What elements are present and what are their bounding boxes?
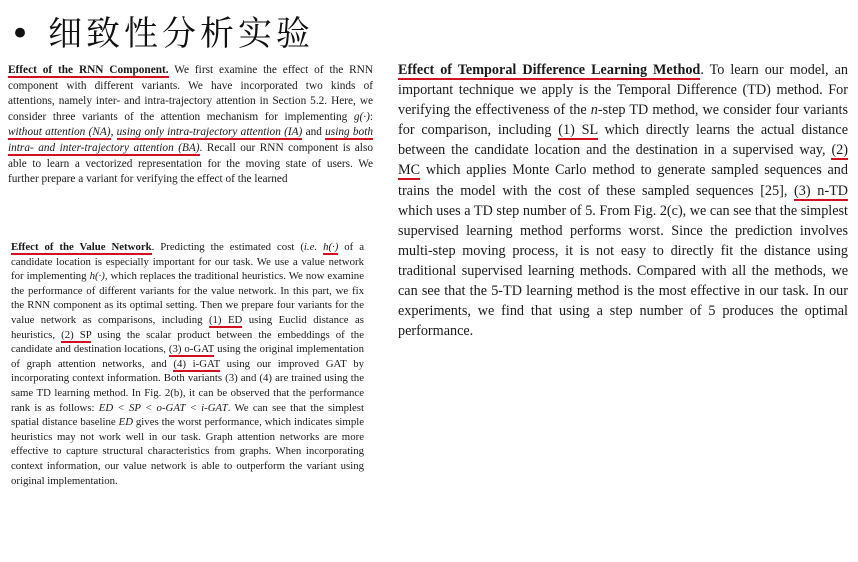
value-text-4: using Euclid distance as heuristics,	[11, 313, 364, 341]
value-text-6: using the original implementation of graph attention networks, and	[11, 343, 364, 370]
value-variant-igat: (4) i-GAT	[173, 357, 221, 370]
td-text-4: which applies Monte Carlo method to generate sampled sequences and trains the model with the cost of these sampled sequences [25],	[398, 162, 848, 199]
value-network-paragraph	[11, 240, 364, 488]
value-text-3: , which replaces the traditional heuristics. We now examine the performance of different variants for the value network. In this part, we fix the RNN component as its optimal setting. Then we prepare four variants for the value network as comparisons, including	[11, 270, 364, 326]
td-text-3: which directly learns the actual distance between the candidate location and the destination in a supervised way,	[398, 122, 848, 159]
rnn-text-4: and	[302, 126, 326, 139]
value-text-7: using our improved GAT by incorporating context information. Both variants (3) and (4) are trained using the same TD learning method. In Fig. 2(b), it can be observed that the performance rank is as follows:	[11, 357, 364, 414]
td-text-1: . To learn our model, an important technique we apply is the Temporal Difference (TD) method. For verifying the effectiveness of the	[398, 62, 848, 119]
value-variant-sp: (2) SP	[61, 328, 92, 341]
td-text-2: -step TD method, we consider four variants for comparison, including	[398, 102, 848, 139]
td-text-5: which uses a TD step number of 5. From Fig. 2(c), we can see that the simplest supervised learning method performs worst. Since the prediction involves multi-step moving process, it is not easy to directly fit the distance using traditional supervised learning methods. Compared with all the methods, we can see that the 5-TD learning method is the most effective in our task. In our experiments, we find that using a step number of 5 produces the optimal performance.	[398, 202, 848, 340]
td-n: n	[590, 102, 598, 119]
rnn-variant-ba: using both intra- and inter-trajectory attention (BA)	[8, 126, 373, 154]
rnn-text-2: :	[369, 110, 373, 123]
td-learning-paragraph	[398, 60, 848, 341]
value-text-1: . Predicting the estimated cost (	[151, 241, 304, 253]
rnn-text-3: ,	[110, 126, 117, 139]
rnn-component-paragraph	[8, 63, 373, 188]
rnn-variant-ia: using only intra-trajectory attention (IA)	[116, 126, 303, 139]
value-text-9: gives the worst performance, which indicates simple heuristics may not work well in our task. Graph attention networks are more effective to capture structural characteristics from graphs. When incorporating context information, our value network is able to outperform the variant using original implementation.	[11, 416, 365, 487]
value-hx: h(·)	[323, 241, 339, 253]
value-text-5: using the scalar product between the embeddings of the candidate and destination locations,	[11, 328, 364, 356]
value-heading: Effect of the Value Network	[11, 241, 152, 253]
td-variant-ntd: (3) n-TD	[794, 182, 848, 199]
slide-title	[10, 6, 314, 55]
value-text-8: . We can see that the simplest spatial distance baseline	[11, 401, 364, 429]
rnn-text-5: . Recall our RNN component is also able to learn a vectorized representation for the moving state of users. We further prepare a variant for verifying the effect of the learned	[8, 141, 373, 186]
value-rank: ED < SP < o-GAT < i-GAT	[98, 401, 228, 414]
rnn-func: g(·)	[353, 110, 370, 123]
value-hx2: h(·)	[89, 270, 105, 283]
bullet-icon: •	[10, 14, 35, 54]
td-variant-sl: (1) SL	[558, 122, 598, 139]
rnn-text-1: We first examine the effect of the RNN component with different variants. We have incorporated two kinds of attentions, namely inter- and intra-trajectory attention in Section 5.2. Here, we consider three variants of the attention mechanism for implementing	[8, 64, 373, 123]
td-variant-mc: (2) MC	[398, 142, 848, 179]
value-text-2: of a candidate location is especially important for our task. We use a value network for implementing	[11, 241, 364, 283]
value-ie: i.e.	[303, 241, 318, 253]
td-heading: Effect of Temporal Difference Learning Method	[398, 62, 701, 78]
slide-title-text: 细致性分析实验	[48, 14, 315, 54]
rnn-heading: Effect of the RNN Component.	[8, 64, 169, 76]
value-ed: ED	[118, 416, 134, 429]
value-variant-ed: (1) ED	[208, 313, 243, 326]
value-variant-ogat: (3) o-GAT	[168, 343, 215, 356]
rnn-variant-na: without attention (NA)	[8, 126, 111, 139]
